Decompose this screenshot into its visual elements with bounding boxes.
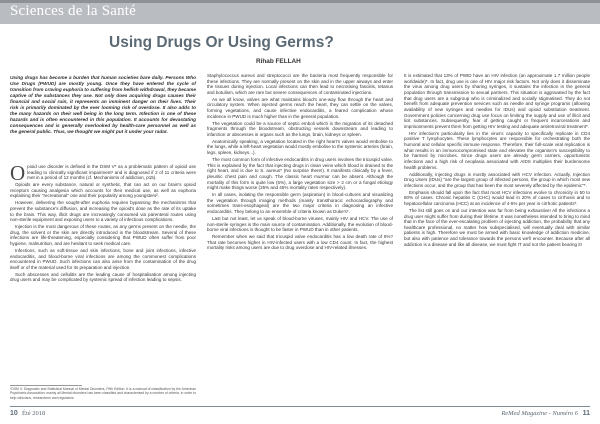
- page-number-left: 10: [10, 410, 18, 417]
- footnote: [10, 387, 196, 400]
- paragraph: Remember when we said that tricuspid valve endocarditis has a low death rate of 5%? That rate becomes higher in HIV-infected users with a low CD4 count. In fact, the highest mortality risks among users are due to drug overdose and HIV-related illnesses.: [207, 234, 393, 251]
- section-title: Sciences de la Santé: [10, 3, 137, 19]
- paragraph: The list still goes on and our intention was far from being exhaustive! All the infections a drug user might suffer from during their lifetime. It was nonetheless intended to bring to mind that in the face of the ever-escalating problem of injecting addiction, the probability that any healthcare professional, no matter how subspecialised, will eventually deal with similar patients is high. Therefore we must be armed with basic knowledge of addiction medicine, but also with patience and tolerance towards the persons we'll encounter. Because after all addiction is a disease and like all disease, we must fight IT and not the patient bearing it!: [404, 207, 590, 247]
- paragraph: Opioids are every substance, natural or synthetic, that can act on our brain's opioid receptors causing analgesia which accounts for their medical use, as well as euphoria explaining their "recreational" one and their popularity among youngsters².: [10, 182, 196, 199]
- paragraph: Last but not least, let us speak of blood-borne viruses, mainly HIV and HCV. The use of non-sterile syringes is the main source of contamination. Additionally, the evolution of blood-borne viral infections is thought to be faster in PWUD than in other patients.: [207, 215, 393, 233]
- paragraph: Emphasis should fall upon the fact that most HCV infections evolve to chronicity in 50 to 80% of cases. Chronic hepatitis C (CHC) would lead in 20% of cases to cirrhosis and to hepatocellular carcinoma (HCC) at an incidence of 4-5% per year in cirrhotic patients*.: [404, 189, 590, 206]
- paragraph: Injection is the most dangerous of these routes, as any germs present on the needle, the drug, the solvent or the skin are directly introduced in the bloodstream. Several of these infections are life-threatening, especially considering that PWUD often suffer from poor hygiene, malnutrition, and are hesitant to seek medical care.: [10, 224, 196, 247]
- drop-cap: O: [10, 161, 26, 185]
- paragraph: In all cases, isolating the responsible germ (aspiration) in blood-cultures and visualizing the vegetation through imaging methods (mainly transthoracic echocardiography and sometimes trans-esophageal) are the two major criteria in diagnosing an infective endocarditis. They belong to an ensemble of criteria known as Duke's*.: [207, 192, 393, 215]
- paragraph: Such abscesses and cellulitis are the leading cause of hospitalisation among injecting drug users and may be complicated by systemic spread of infection leading to sepsis.: [10, 271, 196, 283]
- column-1: [10, 161, 196, 284]
- paragraph: Anatomically speaking, a vegetation located in the right heart's valves would embolise to the lungs, while a left-heart vegetation would mostly embolise to the systemic arteries (brain, legs, spleen, kidneys...).: [207, 138, 393, 156]
- paragraph: Staphylococcus aureus and streptococci are the bacteria most frequently responsible for these infections. They are normally present on the skin and in the upper airways and enter the tissues during injection. Local infections can then lead to necrotising fasciitis, tetanus and botulism, which are rare but severe consequences of contaminated injections.: [207, 73, 393, 95]
- section-header-band: [0, 0, 600, 24]
- paragraph: However, delivering the sought-after euphoria requires bypassing the mechanisms that prevent the substance's diffusion, and increasing the opioid's dose as the rate of its uptake to the brain. This way, illicit drugs are increasingly consumed via parenteral routes using non-sterile equipment and exposing users to a variety of infectious complications.: [10, 200, 196, 223]
- footnote-divider: [10, 385, 82, 386]
- issue-date: Été 2018: [22, 410, 46, 417]
- paragraph: The most common form of infective endocarditis in drug users involves the tricuspid valve. This is explained by the fact that injecting drugs in clean veins which blood is drained to the right heart, and is due to S. aureus* (No surprise there!). It manifests clinically by a fever, pleuritic chest pain and cough. The classic heart murmur can be absent. Although the mortality of this form is quite low (5%), a large vegetation size > 2 cm or a fungal etiology might make things worse (25% and 45% mortality rates respectively).: [207, 156, 393, 191]
- paragraph: As we all know, valves are what maintains blood's one-way flow through the heart and circulatory system. When injected germs reach the heart, they can settle on the valves, forming vegetations, and cause infective endocarditis, a feared complication whose incidence in PWUD is much higher than in the general population.: [207, 96, 393, 119]
- footnote-text: *DSM V: Diagnostic and Statistical Manual of Mental Disorders, Fifth Edition. It is a manual of classification by the American Psychiatric Association: mainly all Mental disorders has been classified and characterised by a number of criteria, in order to help clinicians, researchers and regulators.: [10, 387, 197, 400]
- paragraph: Additionally, injecting drugs is mostly associated with HCV infection. Actually, Injection Drug Users (IDUs) "are the largest group of infected persons, the group in which most new infections occur, and the group that has been the most severely affected by the epidemic"*.: [404, 171, 590, 188]
- article-abstract: [10, 76, 196, 136]
- paragraph: It is estimated that 13% of PWID have an HIV infection (an approximate 1.7 million people worldwide)*. In fact, drug use is one of HIV major risk factors. Not only does it disseminate the virus among drug users by sharing syringes, it sustains the infection in the general population through transmission to sexual partners. This situation is aggravated by the fact that drug users are a subgroup who is criminalized and socially stigmatised. They do not benefit from adequate prevention services such as needle and syringe programs (allowing availability of new syringes and needles for IDUs) and opioid substitution treatment. Government policies concerning drug use focus on limiting the supply and use of illicit and licit substances. Subsequently, fear of getting caught or frequent incarcerations and imprisonments prevent them from getting HIV testing and adequate antiretroviral treatment*.: [404, 73, 590, 129]
- magazine-issue: ReMed Magazine - Numéro 6: [501, 410, 578, 417]
- paragraph: HIV infection's particularity lies in the virus's capacity to specifically replicate in CD4 positive T lymphocytes. These lymphocytes are responsible for orchestrating both the humoral and cellular specific immune response. Therefore, their full-scale viral replication is what results in an immunocompromised state and elevates the organism's susceptibility to be harmed by microbes. Since drugs users are already germ carriers, opportunistic infections and a high risk of neoplasia associated with AIDS multiplies their burdensome health problems.: [404, 130, 590, 170]
- article-author: [256, 58, 301, 65]
- article-title: Using Drugs Or Using Germs?: [109, 34, 334, 51]
- author-name: Rihab FELLAH: [256, 58, 301, 65]
- footer-divider: [10, 406, 590, 407]
- column-3: [404, 73, 590, 249]
- page-number-right: 11: [582, 410, 590, 417]
- paragraph: [10, 161, 196, 185]
- paragraph-text: pioid use disorder is defined in the DSM V* as a problematic pattern of opioid use leading to clinically significant impairment¹ and is diagnosed if 2 of 11 criteria were met in a period of 12 months (cf. Mechanisms of addiction, p15).: [27, 164, 196, 181]
- abstract-text: Using drugs has become a burden that human societies bare daily. Persons Who Use Drugs (PWUD) are mostly young. Once they have entered the cycle of transition from craving euphoria to suffering from hellish withdrawal, they became captive of the substances they use. Not only does acquiring drugs causes their financial and social ruin, it represents an imminent danger on their lives. Their risk is primarily dominated by the ever looming risk of overdose. It also adds to the many hazards on their well being in the long term. Infection is one of these hazards and is often encountered in this population. It accounts for devastating consequences and is generally overlooked by health-care personnel as well as the general public. Thus, we thought we might put it under your radar.: [10, 76, 196, 136]
- column-2: [207, 73, 393, 252]
- paragraph: Infections, such as soft-tissue and skin infections, bone and joint infections, infective endocarditis, and blood-borne viral infections are among the commonest complications encountered in PWUD. Such infections can also arise from the contamination of the drug itself or of the material used for its preparation and injection.: [10, 247, 196, 270]
- paragraph: The vegetation could be a source of septic emboli which is the migration of its detached fragments through the bloodstream, obstructing vessels downstream and leading to infarction or abscesses in organs such as the lungs, brain, kidneys or spleen.: [207, 120, 393, 137]
